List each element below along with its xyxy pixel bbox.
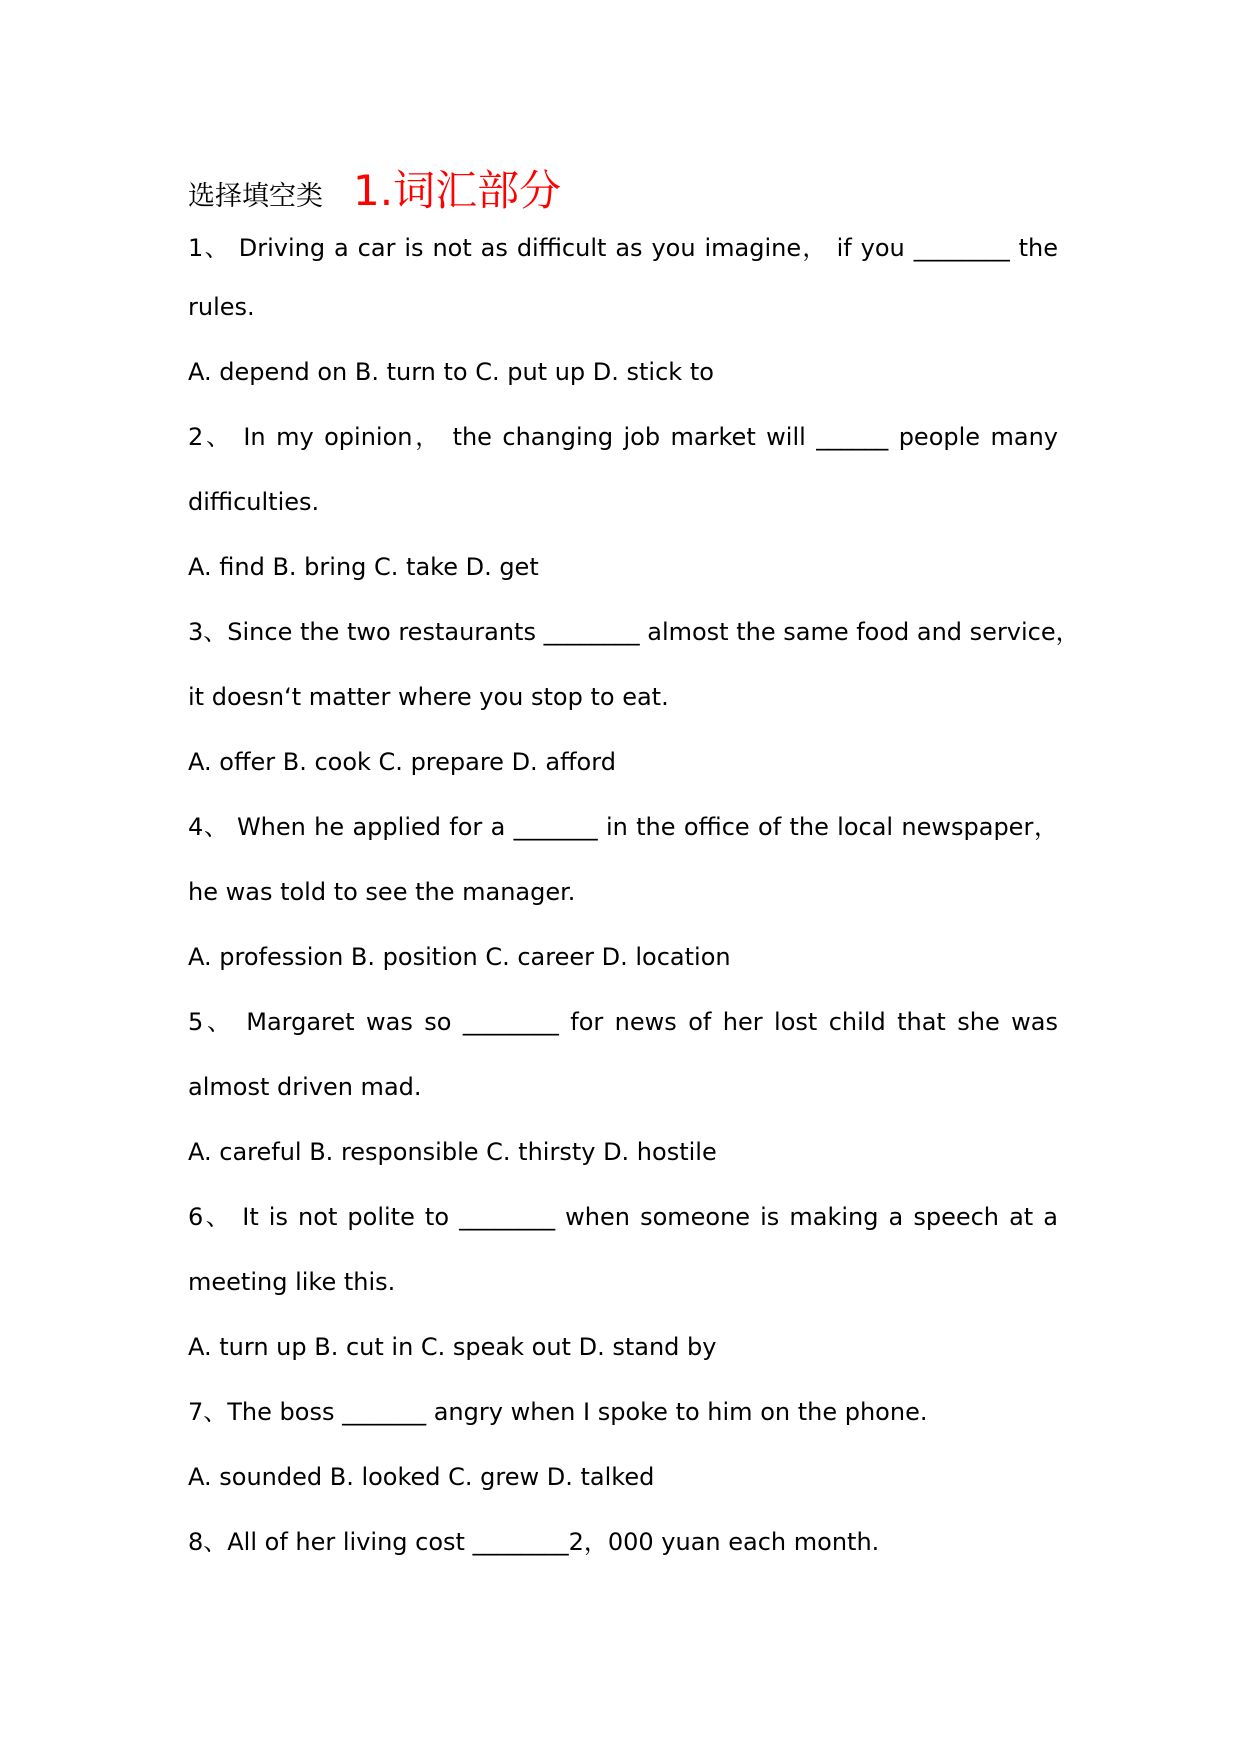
question-5-options: A. careful B. responsible C. thirsty D. hostile xyxy=(188,1138,717,1166)
question-7-text: 7、The boss _______ angry when I spoke to him on the phone. xyxy=(188,1398,928,1426)
question-2-text: 2、 In my opinion， the changing job market will ______ people many xyxy=(188,423,1058,451)
category-label: 选择填空类 xyxy=(188,181,323,212)
question-1-text-cont: rules. xyxy=(188,293,255,321)
question-5-text: 5、 Margaret was so ________ for news of her lost child that she was xyxy=(188,1008,1058,1036)
question-7-options: A. sounded B. looked C. grew D. talked xyxy=(188,1463,655,1491)
question-6-options: A. turn up B. cut in C. speak out D. stand by xyxy=(188,1333,717,1361)
question-4-text-cont: he was told to see the manager. xyxy=(188,878,576,906)
question-4-options: A. profession B. position C. career D. location xyxy=(188,943,731,971)
question-5-text-cont: almost driven mad. xyxy=(188,1073,422,1101)
question-3-text: 3、Since the two restaurants ________ almost the same food and service， xyxy=(188,618,1080,646)
question-4-text: 4、 When he applied for a _______ in the office of the local newspaper， xyxy=(188,813,1058,841)
question-2-text-cont: difficulties. xyxy=(188,488,320,516)
question-6-text: 6、 It is not polite to ________ when someone is making a speech at a xyxy=(188,1203,1058,1231)
question-3-text-cont: it doesn‘t matter where you stop to eat. xyxy=(188,683,669,711)
question-8-text: 8、All of her living cost ________2，000 yuan each month. xyxy=(188,1528,880,1556)
question-1-options: A. depend on B. turn to C. put up D. stick to xyxy=(188,358,714,386)
section-title: 1.词汇部分 xyxy=(353,166,562,215)
question-3-options: A. offer B. cook C. prepare D. afford xyxy=(188,748,616,776)
question-1-text: 1、 Driving a car is not as difficult as you imagine， if you ________ the xyxy=(188,234,1058,262)
page-heading xyxy=(188,158,561,218)
question-6-text-cont: meeting like this. xyxy=(188,1268,396,1296)
question-2-options: A. find B. bring C. take D. get xyxy=(188,553,539,581)
